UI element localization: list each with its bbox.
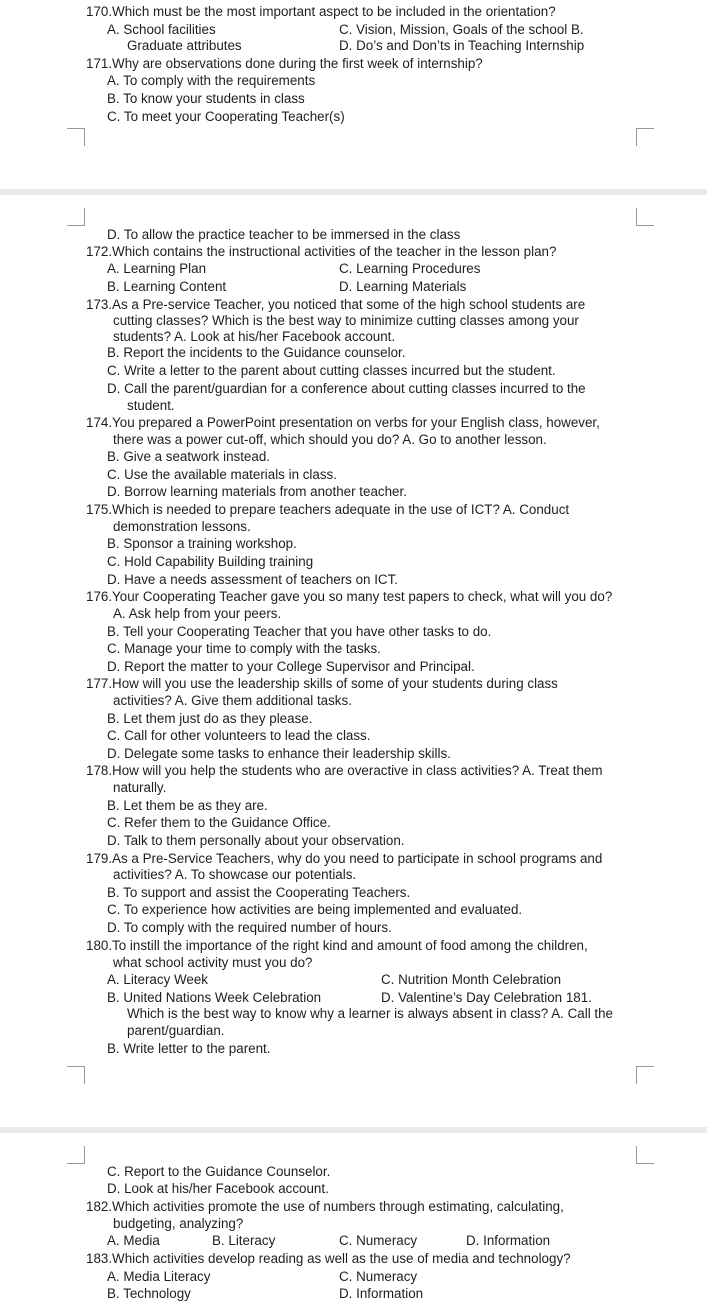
answer-option: B. Let them just do as they please. bbox=[107, 711, 313, 726]
question-stem: 171.Why are observations done during the first week of internship? bbox=[86, 56, 483, 71]
answer-option: D. Information bbox=[466, 1233, 551, 1248]
answer-option: D. Learning Materials bbox=[339, 279, 467, 294]
answer-option: D. To comply with the required number of hours. bbox=[107, 920, 392, 935]
question-stem: budgeting, analyzing? bbox=[113, 1216, 244, 1231]
question-stem: naturally. bbox=[113, 780, 167, 795]
crop-mark bbox=[636, 128, 654, 146]
answer-option: B. To support and assist the Cooperating Teachers. bbox=[107, 885, 411, 900]
answer-option: B. Technology bbox=[107, 1286, 191, 1301]
answer-option: B. Let them be as they are. bbox=[107, 798, 268, 813]
question-stem: students? A. Look at his/her Facebook account. bbox=[113, 329, 396, 344]
answer-option: C. Manage your time to comply with the tasks. bbox=[107, 641, 381, 656]
question-stem: 176.Your Cooperating Teacher gave you so many test papers to check, what will you do? bbox=[86, 589, 613, 604]
answer-option: D. Do’s and Don’ts in Teaching Internship bbox=[339, 38, 585, 53]
question-stem: 180.To instill the importance of the right kind and amount of food among the children, bbox=[86, 938, 588, 953]
answer-option: C. Vision, Mission, Goals of the school B. bbox=[339, 22, 584, 37]
answer-option: C. Numeracy bbox=[339, 1233, 418, 1248]
answer-option: A. Media Literacy bbox=[107, 1269, 211, 1284]
answer-option: A. School facilities bbox=[107, 22, 216, 37]
page-gap bbox=[0, 189, 707, 195]
answer-option: D. Have a needs assessment of teachers on ICT. bbox=[107, 572, 399, 587]
answer-option: D. Talk to them personally about your observation. bbox=[107, 833, 405, 848]
question-stem: what school activity must you do? bbox=[113, 955, 313, 970]
crop-mark bbox=[67, 1146, 85, 1164]
question-stem: parent/guardian. bbox=[127, 1023, 225, 1038]
question-stem: 178.How will you help the students who are overactive in class activities? A. Treat them bbox=[86, 763, 603, 778]
answer-option: C. Write a letter to the parent about cutting classes incurred but the student. bbox=[107, 363, 556, 378]
question-stem: there was a power cut-off, which should you do? A. Go to another lesson. bbox=[113, 432, 547, 447]
question-stem: 173.As a Pre-service Teacher, you noticed that some of the high school students are bbox=[86, 297, 586, 312]
crop-mark bbox=[636, 208, 654, 226]
crop-mark bbox=[636, 1146, 654, 1164]
answer-option: D. Call the parent/guardian for a conference about cutting classes incurred to the bbox=[107, 381, 586, 396]
answer-option: B. United Nations Week Celebration bbox=[107, 990, 322, 1005]
answer-option: student. bbox=[127, 398, 175, 413]
crop-mark bbox=[67, 1066, 85, 1084]
question-stem: 172.Which contains the instructional activities of the teacher in the lesson plan? bbox=[86, 244, 557, 259]
answer-option: B. Literacy bbox=[212, 1233, 276, 1248]
answer-option: D. Delegate some tasks to enhance their leadership skills. bbox=[107, 746, 451, 761]
answer-option: C. Use the available materials in class. bbox=[107, 467, 337, 482]
answer-option: D. Report the matter to your College Supervisor and Principal. bbox=[107, 659, 475, 674]
answer-option: C. Call for other volunteers to lead the class. bbox=[107, 728, 371, 743]
answer-option: A. To comply with the requirements bbox=[107, 73, 316, 88]
answer-option: C. Nutrition Month Celebration bbox=[381, 972, 562, 987]
answer-option: D. Valentine’s Day Celebration 181. bbox=[381, 990, 592, 1005]
question-stem: 182.Which activities promote the use of numbers through estimating, calculating, bbox=[86, 1199, 564, 1214]
answer-option: C. Learning Procedures bbox=[339, 261, 481, 276]
answer-option: C. Hold Capability Building training bbox=[107, 554, 314, 569]
answer-option: D. Borrow learning materials from another teacher. bbox=[107, 484, 407, 499]
answer-option: D. To allow the practice teacher to be immersed in the class bbox=[107, 227, 461, 242]
question-stem: demonstration lessons. bbox=[113, 519, 251, 534]
question-stem: 177.How will you use the leadership skills of some of your students during class bbox=[86, 676, 558, 691]
answer-option: C. To meet your Cooperating Teacher(s) bbox=[107, 109, 345, 124]
answer-option: B. To know your students in class bbox=[107, 91, 305, 106]
answer-option: D. Information bbox=[339, 1286, 424, 1301]
answer-option: C. Numeracy bbox=[339, 1269, 418, 1284]
answer-option: A. Literacy Week bbox=[107, 972, 208, 987]
crop-mark bbox=[636, 1066, 654, 1084]
answer-option: C. Refer them to the Guidance Office. bbox=[107, 815, 331, 830]
question-stem: 179.As a Pre-Service Teachers, why do you need to participate in school programs and bbox=[86, 851, 603, 866]
page-gap bbox=[0, 1127, 707, 1133]
answer-option: A. Ask help from your peers. bbox=[113, 606, 282, 621]
answer-option: C. To experience how activities are being implemented and evaluated. bbox=[107, 902, 523, 917]
question-stem: 170.Which must be the most important aspect to be included in the orientation? bbox=[86, 4, 556, 19]
crop-mark bbox=[67, 208, 85, 226]
question-stem: activities? A. Give them additional tasks. bbox=[113, 693, 352, 708]
question-stem: Which is the best way to know why a learner is always absent in class? A. Call the bbox=[127, 1006, 614, 1021]
answer-option: C. Report to the Guidance Counselor. bbox=[107, 1164, 331, 1179]
answer-option: D. Look at his/her Facebook account. bbox=[107, 1181, 329, 1196]
answer-option: B. Report the incidents to the Guidance counselor. bbox=[107, 345, 406, 360]
answer-option: B. Sponsor a training workshop. bbox=[107, 536, 297, 551]
crop-mark bbox=[67, 128, 85, 146]
question-stem: 174.You prepared a PowerPoint presentation on verbs for your English class, however, bbox=[86, 415, 600, 430]
answer-option: B. Tell your Cooperating Teacher that you have other tasks to do. bbox=[107, 624, 492, 639]
question-stem: cutting classes? Which is the best way to minimize cutting classes among your bbox=[113, 313, 579, 328]
answer-option: B. Write letter to the parent. bbox=[107, 1041, 271, 1056]
answer-option: A. Media bbox=[107, 1233, 160, 1248]
answer-option: A. Learning Plan bbox=[107, 261, 207, 276]
answer-option: B. Give a seatwork instead. bbox=[107, 449, 270, 464]
answer-option: Graduate attributes bbox=[127, 38, 242, 53]
answer-option: B. Learning Content bbox=[107, 279, 227, 294]
question-stem: activities? A. To showcase our potentials. bbox=[113, 867, 357, 882]
question-stem: 183.Which activities develop reading as well as the use of media and technology? bbox=[86, 1251, 571, 1266]
question-stem: 175.Which is needed to prepare teachers adequate in the use of ICT? A. Conduct bbox=[86, 502, 570, 517]
